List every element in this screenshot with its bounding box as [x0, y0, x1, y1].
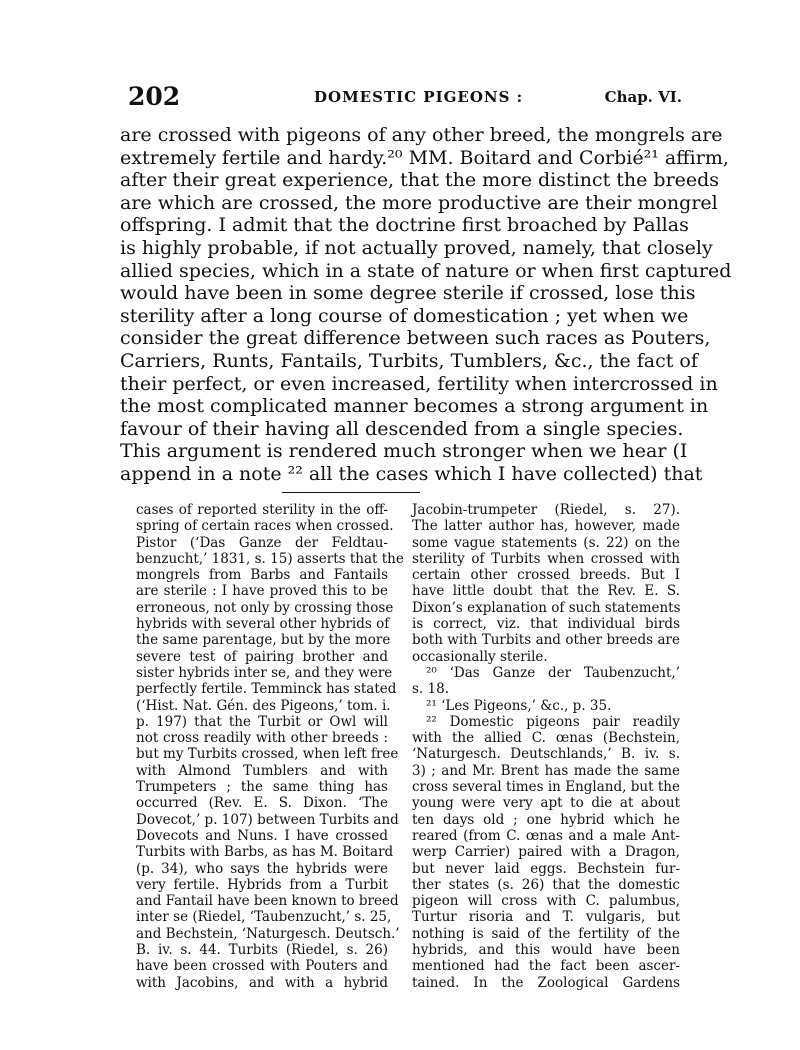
footnote-line: but my Turbits crossed, when left free: [136, 746, 399, 763]
footnote-line: sterility of Turbits when crossed with: [412, 550, 680, 567]
footnote-line: ²² Domestic pigeons pair readily: [426, 713, 680, 730]
footnote-line: have little doubt that the Rev. E. S.: [412, 583, 680, 600]
text-line: extremely fertile and hardy.²⁰ MM. Boitard and Corbié²¹ affirm,: [120, 146, 729, 169]
footnotes-left-column: [136, 502, 404, 991]
text-line: consider the great difference between such races as Pouters,: [120, 327, 711, 350]
text-line: after their great experience, that the more distinct the breeds: [120, 169, 720, 192]
footnote-line: certain other crossed breeds. But I: [412, 567, 680, 584]
text-line: favour of their having all descended from a single species.: [120, 417, 684, 440]
footnote-line: have been crossed with Pouters and: [136, 958, 388, 975]
footnote-line: Jacobin-trumpeter (Riedel, s. 27).: [412, 502, 680, 518]
footnote-line: mentioned had the fact been ascer-: [412, 958, 680, 975]
footnote-line: mongrels from Barbs and Fantails: [136, 567, 388, 584]
footnote-line: not cross readily with other breeds :: [136, 730, 388, 747]
running-head: DOMESTIC PIGEONS :: [314, 88, 524, 106]
footnote-line: ‘Naturgesch. Deutschlands,’ B. iv. s.: [412, 746, 680, 763]
footnote-line: very fertile. Hybrids from a Turbit: [136, 876, 388, 893]
footnote-line: ten days old ; one hybrid which he: [412, 811, 680, 828]
footnote-line: pigeon will cross with C. palumbus,: [412, 893, 680, 910]
footnote-line: with Jacobins, and with a hybrid: [136, 974, 388, 991]
page-header: [128, 82, 682, 116]
footnote-line: nothing is said of the fertility of the: [412, 925, 680, 942]
text-line: allied species, which in a state of nature or when first captured: [120, 259, 732, 282]
footnotes-right-column: [412, 502, 680, 991]
footnote-line: erroneous, not only by crossing those: [136, 599, 394, 616]
footnote-line: ²⁰ ‘Das Ganze der Taubenzucht,’: [426, 664, 680, 681]
text-line: This argument is rendered much stronger when we hear (I: [120, 440, 688, 463]
footnote-line: inter se (Riedel, ‘Taubenzucht,’ s. 25,: [136, 909, 392, 926]
footnote-line: Dixon’s explanation of such statements: [412, 599, 681, 616]
text-line: offspring. I admit that the doctrine first broached by Pallas: [120, 214, 689, 237]
text-line: is highly probable, if not actually proved, namely, that closely: [120, 236, 713, 259]
footnote-line: s. 18.: [412, 681, 449, 698]
footnote-line: severe test of pairing brother and: [136, 648, 388, 665]
footnote-line: (‘Hist. Nat. Gén. des Pigeons,’ tom. i.: [136, 697, 391, 714]
footnote-line: the same parentage, but by the more: [136, 632, 391, 649]
footnote-line: ²¹ ‘Les Pigeons,’ &c., p. 35.: [426, 697, 612, 714]
footnote-line: B. iv. s. 44. Turbits (Riedel, s. 26): [136, 942, 388, 959]
footnote-line: and Bechstein, ‘Naturgesch. Deutsch.’: [136, 925, 400, 942]
footnote-line: hybrids, and this would have been: [412, 942, 680, 959]
footnote-line: The latter author has, however, made: [412, 518, 680, 535]
text-line: sterility after a long course of domestication ; yet when we: [120, 304, 689, 327]
footnote-line: perfectly fertile. Temminck has stated: [136, 681, 397, 698]
footnote-divider: [282, 492, 420, 493]
chapter-reference: Chap. VI.: [604, 88, 682, 106]
footnote-line: some vague statements (s. 22) on the: [412, 534, 680, 551]
footnote-line: Pistor (‘Das Ganze der Feldtau-: [136, 534, 388, 551]
footnote-line: are sterile : I have proved this to be: [136, 583, 388, 600]
footnote-line: (p. 34), who says the hybrids were: [136, 860, 388, 877]
footnote-line: reared (from C. œnas and a male Ant-: [412, 827, 680, 844]
footnote-line: occurred (Rev. E. S. Dixon. ‘The: [136, 795, 388, 812]
footnote-line: p. 197) that the Turbit or Owl will: [136, 713, 388, 730]
footnote-line: tained. In the Zoological Gardens: [412, 974, 680, 991]
footnote-line: ther states (s. 26) that the domestic: [412, 876, 680, 893]
footnote-line: cross several times in England, but the: [412, 779, 680, 796]
footnote-line: werp Carrier) paired with a Dragon,: [412, 844, 680, 861]
text-line: are crossed with pigeons of any other breed, the mongrels are: [120, 124, 723, 146]
footnote-line: both with Turbits and other breeds are: [412, 632, 680, 649]
footnote-line: is correct, viz. that individual birds: [412, 616, 680, 633]
main-paragraph: [120, 124, 732, 486]
footnote-line: Dovecot,’ p. 107) between Turbits and: [136, 811, 399, 828]
text-line: their perfect, or even increased, fertility when intercrossed in: [120, 372, 718, 395]
footnote-line: and Fantail have been known to breed: [136, 893, 399, 910]
text-line: the most complicated manner becomes a strong argument in: [120, 395, 709, 418]
footnote-line: Turtur risoria and T. vulgaris, but: [412, 909, 680, 926]
footnote-line: young were very apt to die at about: [412, 795, 680, 812]
footnote-line: Trumpeters ; the same thing has: [136, 779, 388, 796]
footnote-line: occasionally sterile.: [412, 648, 548, 665]
footnote-line: with Almond Tumblers and with: [136, 762, 388, 779]
footnote-line: spring of certain races when crossed.: [136, 518, 394, 535]
footnote-line: Dovecots and Nuns. I have crossed: [136, 827, 388, 844]
footnote-line: with the allied C. œnas (Bechstein,: [412, 730, 680, 747]
footnote-line: 3) ; and Mr. Brent has made the same: [412, 762, 680, 779]
footnote-line: but never laid eggs. Bechstein fur-: [412, 860, 680, 877]
text-line: append in a note ²² all the cases which I have collected) that: [120, 462, 703, 485]
text-line: are which are crossed, the more productive are their mongrel: [120, 191, 718, 214]
footnote-line: hybrids with several other hybrids of: [136, 616, 390, 633]
footnote-line: Turbits with Barbs, as has M. Boitard: [136, 844, 394, 861]
footnote-line: benzucht,’ 1831, s. 15) asserts that the: [136, 550, 404, 567]
page-number: 202: [128, 82, 181, 111]
footnote-line: cases of reported sterility in the off-: [136, 502, 388, 518]
text-line: Carriers, Runts, Fantails, Turbits, Tumblers, &c., the fact of: [120, 349, 698, 372]
text-line: would have been in some degree sterile if crossed, lose this: [120, 282, 696, 305]
footnote-line: sister hybrids inter se, and they were: [136, 664, 393, 681]
